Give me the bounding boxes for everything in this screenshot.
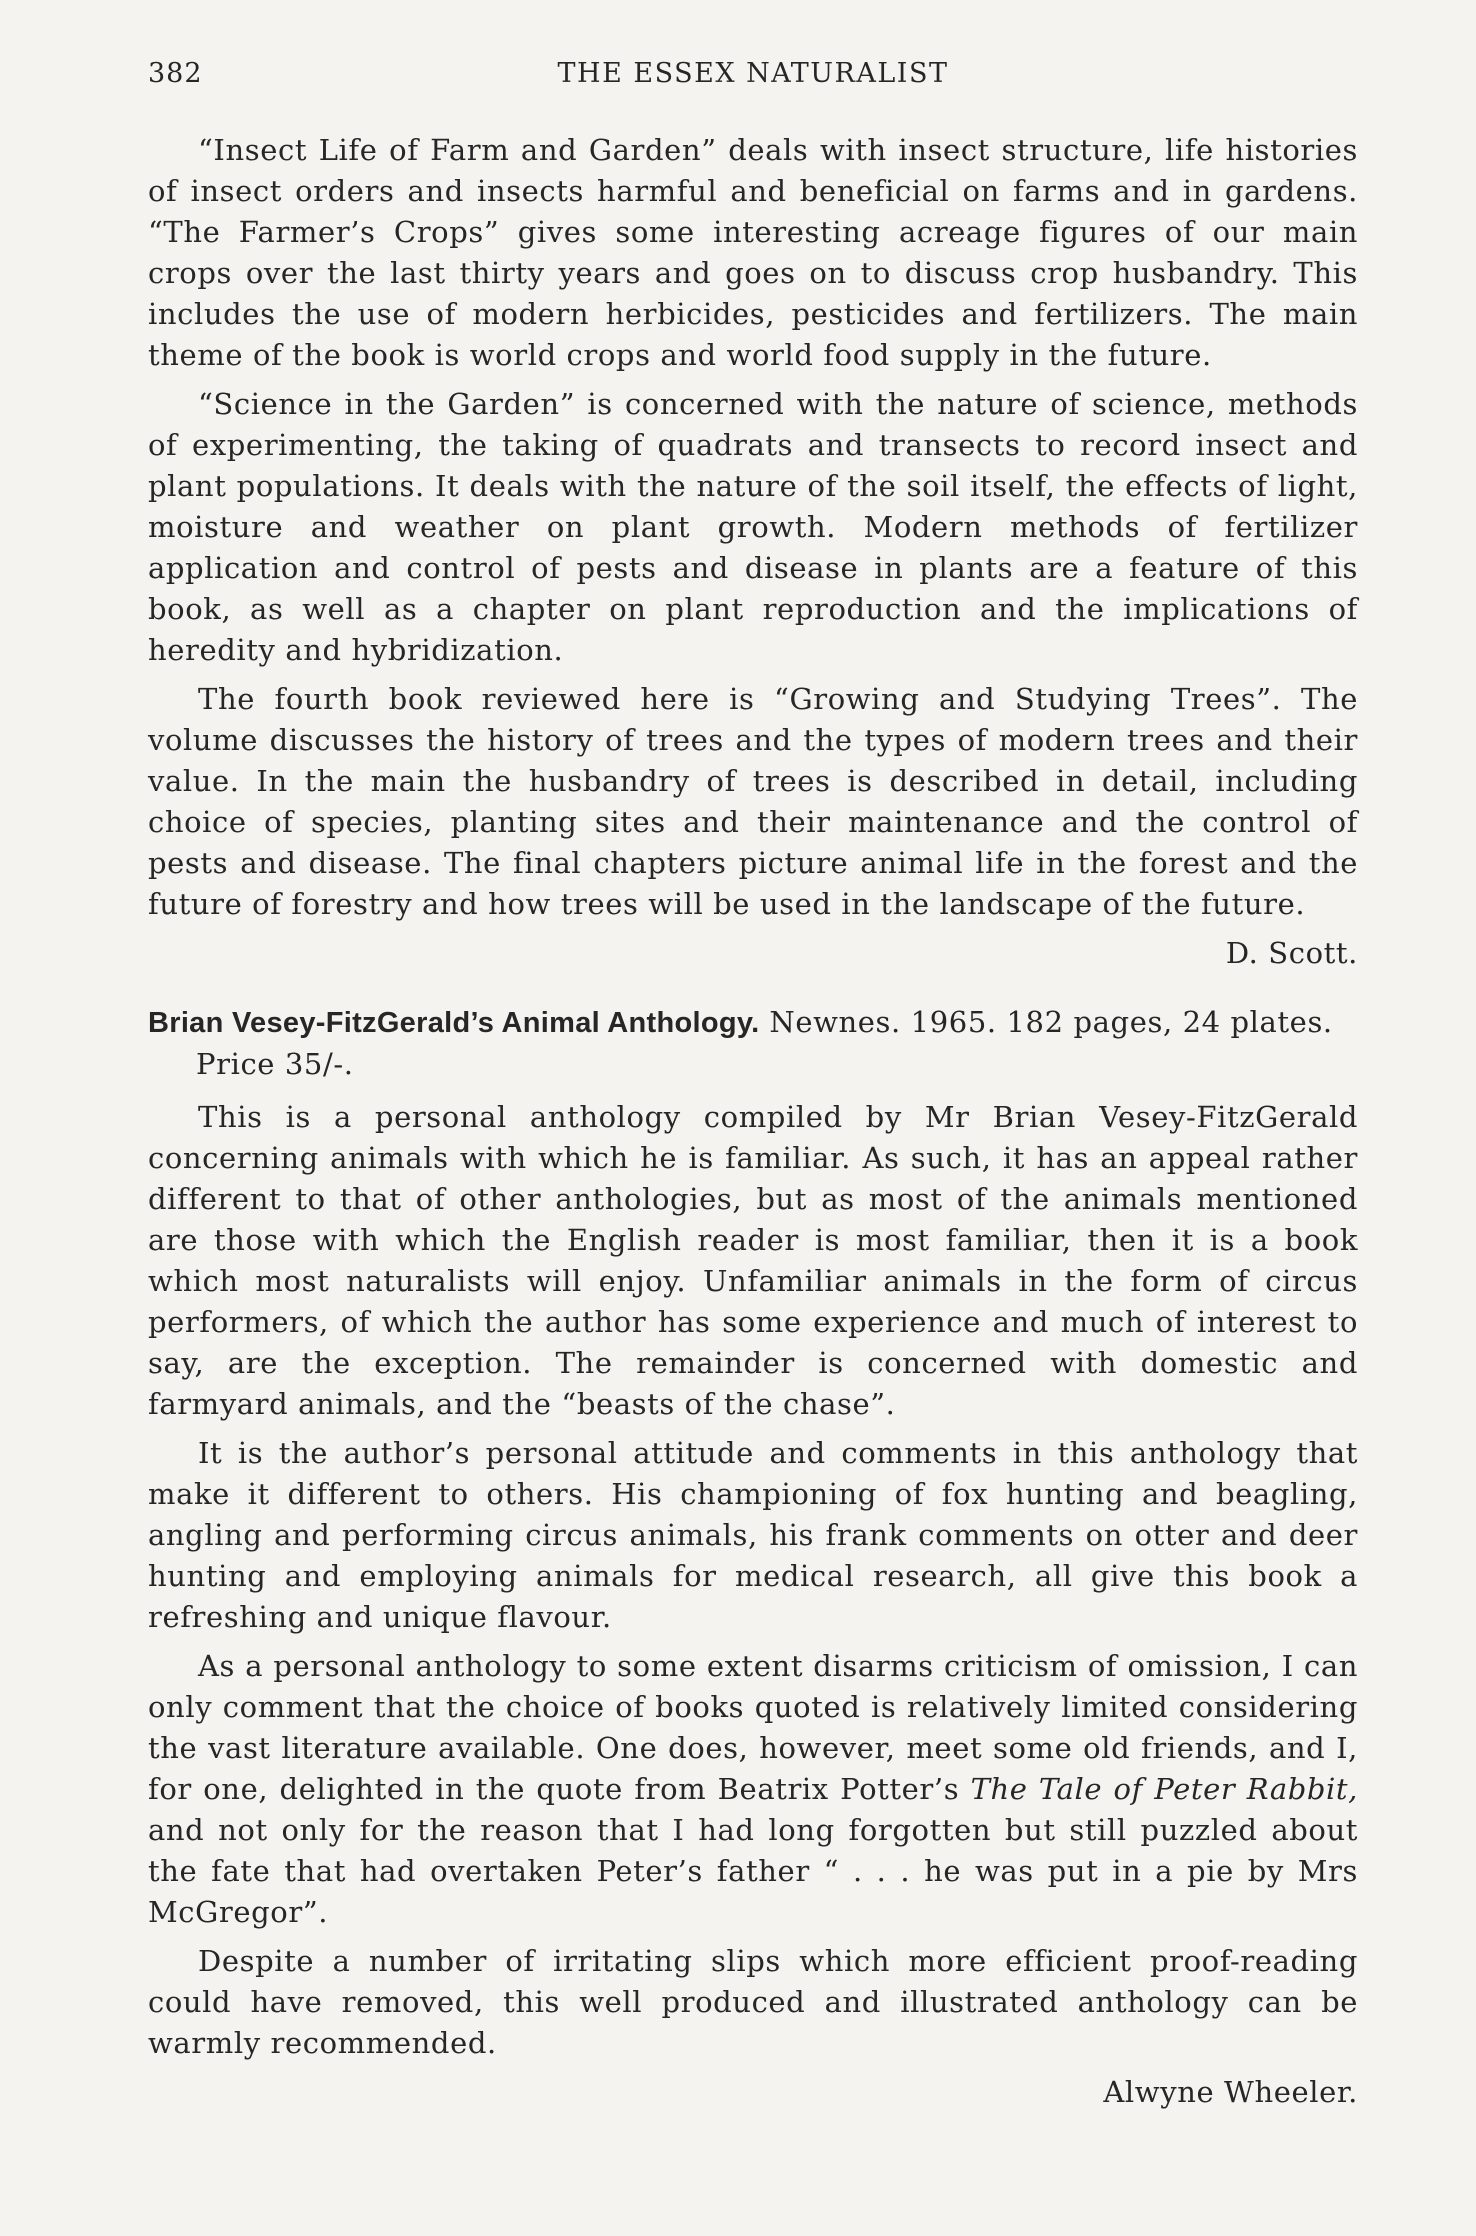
book-title: Brian Vesey-FitzGerald’s Animal Anthology. (148, 1007, 760, 1039)
paragraph-text: and not only for the reason that I had long forgotten but still puzzled about the fate that had overtaken Peter’s father “ . . . he was put in a pie by Mrs McGregor”. (148, 1813, 1358, 1929)
reviewer-signature: D. Scott. (1225, 936, 1358, 970)
publication-details: Newnes. 1965. 182 pages, 24 plates. Price 35/-. (196, 1005, 1333, 1081)
journal-title: THE ESSEX NATURALIST (557, 58, 949, 89)
reviewer-signature: Alwyne Wheeler. (1103, 2075, 1358, 2109)
article-body (148, 130, 1358, 2141)
running-head (148, 58, 1358, 98)
review-paragraph: The fourth book reviewed here is “Growing and Studying Trees”. The volume discusses the history of trees and the types of modern trees and their value. In the main the husbandry of trees is described in detail, including choice of species, planting sites and their maintenance and the control of pests and disease. The final chapters picture animal life in the forest and the future of forestry and how trees will be used in the landscape of the future. (148, 682, 1358, 921)
review-paragraph: “Science in the Garden” is concerned with the nature of science, methods of experimenting, the taking of quadrats and transects to record insect and plant populations. It deals with the nature of the soil itself, the effects of light, moisture and weather on plant growth. Modern methods of fertilizer application and control of pests and disease in plants are a feature of this book, as well as a chapter on plant reproduction and the implications of heredity and hybridization. (148, 387, 1358, 667)
book-review-heading (148, 1002, 1358, 1085)
paragraph-text: As a personal anthology to some extent disarms criticism of omission, I can only comment that the choice of books quoted is relatively limited considering the vast literature available. One does, however, meet some old friends, and I, for one, delighted in the quote from Beatrix Potter’s (148, 1649, 1358, 1806)
review-paragraph: It is the author’s personal attitude and comments in this anthology that make it different to others. His championing of fox hunting and beagling, angling and performing circus animals, his frank comments on otter and deer hunting and employing animals for medical research, all give this book a refreshing and unique flavour. (148, 1436, 1358, 1634)
page-number: 382 (148, 58, 203, 89)
review-paragraph: “Insect Life of Farm and Garden” deals with insect structure, life histories of insect orders and insects harmful and beneficial on farms and in gardens. “The Farmer’s Crops” gives some interesting acreage figures of our main crops over the last thirty years and goes on to discuss crop husbandry. This includes the use of modern herbicides, pesticides and fertilizers. The main theme of the book is world crops and world food supply in the future. (148, 133, 1358, 372)
italic-book-title: The Tale of Peter Rabbit, (970, 1772, 1358, 1806)
review-paragraph (148, 1646, 1358, 1933)
review-paragraph: This is a personal anthology compiled by Mr Brian Vesey-FitzGerald concerning animals with which he is familiar. As such, it has an appeal rather different to that of other anthologies, but as most of the animals mentioned are those with which the English reader is most familiar, then it is a book which most naturalists will enjoy. Unfamiliar animals in the form of circus performers, of which the author has some experience and much of interest to say, are the exception. The remainder is concerned with domestic and farmyard animals, and the “beasts of the chase”. (148, 1100, 1358, 1421)
review-paragraph: Despite a number of irritating slips which more efficient proof-reading could have removed, this well produced and illustrated anthology can be warmly recommended. (148, 1944, 1358, 2060)
